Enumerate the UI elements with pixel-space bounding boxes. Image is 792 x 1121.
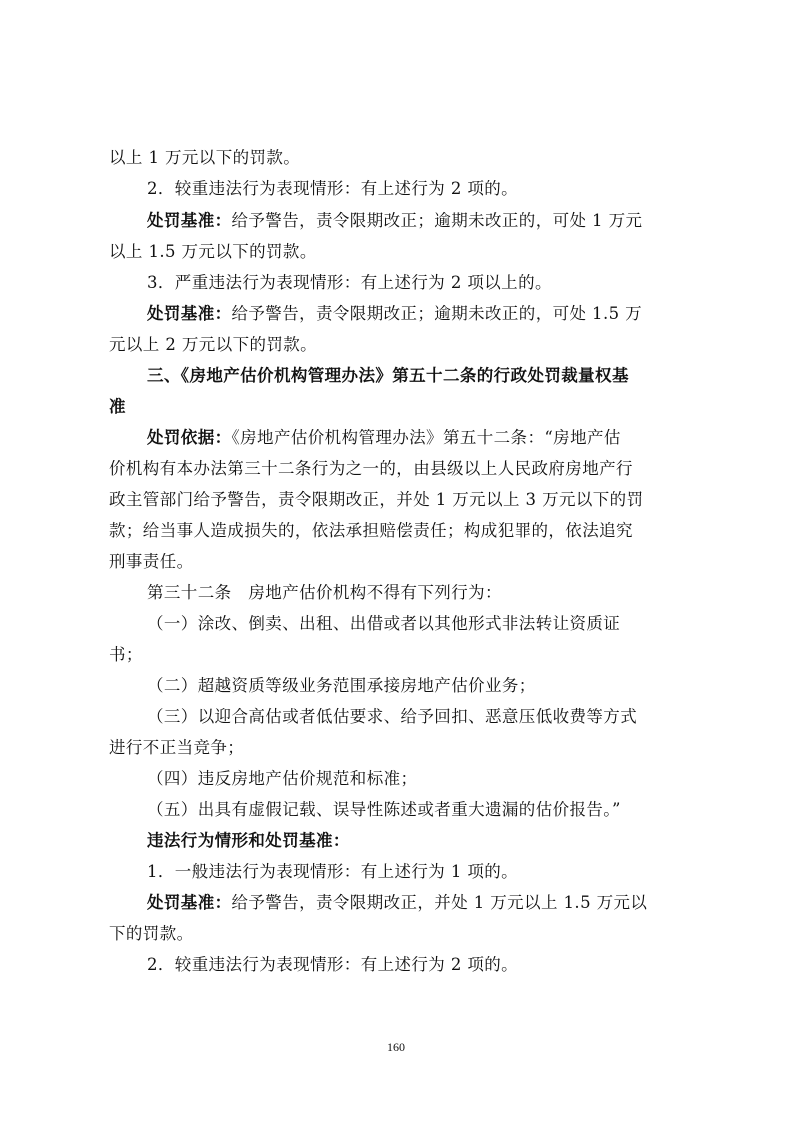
body-line: 款；给当事人造成损失的，依法承担赔偿责任；构成犯罪的，依法追究 <box>109 521 633 540</box>
bold-label: 处罚基准： <box>147 211 232 230</box>
body-line: 政主管部门给予警告，责令限期改正，并处 1 万元以上 3 万元以下的罚 <box>109 490 644 509</box>
body-line <box>147 892 647 914</box>
body-line: 以上 1 万元以下的罚款。 <box>109 148 301 167</box>
bold-label: 处罚基准： <box>147 893 232 912</box>
body-line <box>147 303 642 325</box>
body-line: 2．较重违法行为表现情形：有上述行为 2 项的。 <box>147 955 519 974</box>
body-line: （三）以迎合高估或者低估要求、给予回扣、恶意压低收费等方式 <box>147 707 638 726</box>
section-heading: 三、《房地产估价机构管理办法》第五十二条的行政处罚裁量权基 <box>147 366 629 385</box>
page-number: 160 <box>387 1040 405 1054</box>
line-text: 给予警告，责令限期改正；逾期未改正的，可处 1 万元 <box>231 211 643 230</box>
body-line <box>147 427 621 449</box>
line-text: 《房地产估价机构管理办法》第五十二条：“房地产估 <box>231 428 621 447</box>
body-line: 1．一般违法行为表现情形：有上述行为 1 项的。 <box>147 862 519 881</box>
body-line: 价机构有本办法第三十二条行为之一的，由县级以上人民政府房地产行 <box>109 459 633 478</box>
body-line: 元以上 2 万元以下的罚款。 <box>109 335 318 354</box>
body-line: 下的罚款。 <box>109 924 194 943</box>
body-line: 3．严重违法行为表现情形：有上述行为 2 项以上的。 <box>147 273 552 292</box>
body-line <box>147 210 642 232</box>
bold-label: 处罚依据： <box>147 428 232 447</box>
body-line: （五）出具有虚假记载、误导性陈述或者重大遗漏的估价报告。” <box>147 800 621 819</box>
line-text: 给予警告，责令限期改正，并处 1 万元以上 1.5 万元以 <box>231 893 648 912</box>
subheading: 违法行为情形和处罚基准： <box>147 831 350 850</box>
line-text: 给予警告，责令限期改正；逾期未改正的，可处 1.5 万 <box>231 304 643 323</box>
body-line: 以上 1.5 万元以下的罚款。 <box>109 242 317 261</box>
body-line: 第三十二条 房地产估价机构不得有下列行为： <box>147 583 502 602</box>
bold-label: 处罚基准： <box>147 304 232 323</box>
body-line: 书； <box>109 645 143 664</box>
body-line: 刑事责任。 <box>109 552 194 571</box>
body-line: 进行不正当竞争； <box>109 738 245 757</box>
body-line: （二）超越资质等级业务范围承接房地产估价业务； <box>147 676 536 695</box>
body-line: （四）违反房地产估价规范和标准； <box>147 769 418 788</box>
body-line: （一）涂改、倒卖、出租、出借或者以其他形式非法转让资质证 <box>147 614 621 633</box>
section-heading: 准 <box>109 397 126 416</box>
body-line: 2．较重违法行为表现情形：有上述行为 2 项的。 <box>147 179 519 198</box>
